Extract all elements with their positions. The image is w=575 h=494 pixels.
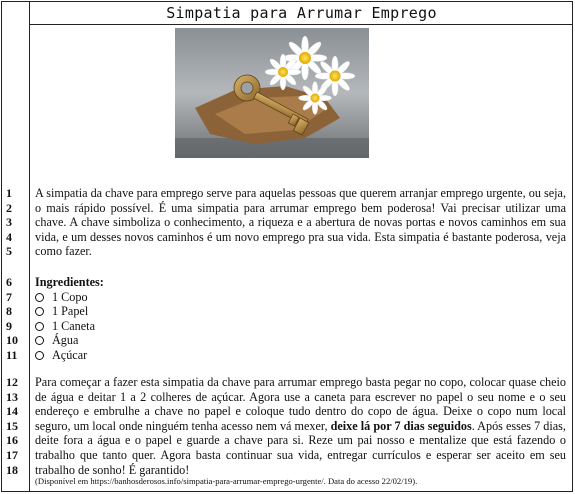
instructions-text-start: Para começar a fazer esta simpatia da chave para arrumar emprego basta pegar no copo, colocar quase cheio de água e deitar 1 a 2 colheres de açúcar. Agora use a caneta para escrever no papel o seu nome e o seu endereço e embrulhe a chave no papel e coloque tudo dentro do copo de água. Deixe o copo num local seguro, um local onde ninguém tenha acesso nem vá mexer, xyxy=(35,375,566,433)
instructions-text-end: . Após esses 7 dias, deite fora a água e o papel e guarde a chave para si. Reze um pai nosso e mentalize que está fazendo o trabalho que tanto quer. Agora basta continuar sua vida, entregar currículos e esperar ser aceito em seu trabalho de sonho! É garantido! xyxy=(35,418,566,477)
ingredient-label: 1 Caneta xyxy=(52,318,95,333)
line-number: 10 xyxy=(6,333,18,348)
line-number: 5 xyxy=(6,244,12,259)
instructions-emphasis: deixe lá por 7 dias seguidos xyxy=(330,418,472,433)
line-number: 8 xyxy=(6,304,12,319)
line-number: 9 xyxy=(6,318,12,333)
source-citation: (Disponível em https://banhosderosos.info/simpatia-para-arrumar-emprego-urgente/. Data do acesso 22/02/19). xyxy=(35,476,418,486)
circle-bullet-icon xyxy=(35,307,44,316)
line-number: 12 xyxy=(6,375,18,389)
intro-paragraph: A simpatia da chave para emprego serve para aquelas pessoas que querem arranjar emprego urgente, ou seja, o mais rápido possível. É uma simpatia para arrumar emprego bem poderosa! Vai precisar utilizar uma chave. A chave simboliza o conhecimento, a riqueza e a abertura de novas portas e novos caminhos em sua vida, e um desses novos caminhos é um novo emprego pra sua vida. Esta simpatia é bastante poderosa, veja como fazer. xyxy=(35,186,566,259)
line-number: 2 xyxy=(6,200,12,215)
line-number: 15 xyxy=(6,418,18,433)
ingredient-item xyxy=(35,290,104,305)
title-box xyxy=(30,1,573,25)
line-number: 13 xyxy=(6,389,18,404)
line-number: 11 xyxy=(6,348,18,362)
line-number: 4 xyxy=(6,229,12,244)
line-number: 17 xyxy=(6,448,18,462)
ingredient-item xyxy=(35,304,104,319)
line-number: 16 xyxy=(6,433,18,448)
line-number: 7 xyxy=(6,289,12,304)
ingredient-item xyxy=(35,348,104,363)
ingredients-heading: Ingredientes: xyxy=(35,275,104,289)
line-number: 14 xyxy=(6,404,18,419)
line-number: 3 xyxy=(6,215,12,230)
ingredient-label: 1 Copo xyxy=(52,289,88,304)
line-number: 18 xyxy=(6,462,18,477)
circle-bullet-icon xyxy=(35,336,44,345)
ingredient-label: Açúcar xyxy=(52,347,88,362)
circle-bullet-icon xyxy=(35,322,44,331)
circle-bullet-icon xyxy=(35,293,44,302)
ingredient-item xyxy=(35,333,104,348)
line-number: 1 xyxy=(6,186,12,200)
key-and-daisies-photo xyxy=(175,28,369,158)
ingredient-label: Água xyxy=(52,333,79,348)
ingredient-item xyxy=(35,319,104,334)
ingredient-label: 1 Papel xyxy=(52,304,89,319)
ingredients-list xyxy=(35,275,104,363)
line-number-divider xyxy=(29,1,30,492)
document-title: Simpatia para Arrumar Emprego xyxy=(166,4,437,22)
circle-bullet-icon xyxy=(35,351,44,360)
line-number: 6 xyxy=(6,275,12,289)
instructions-paragraph xyxy=(35,375,566,477)
